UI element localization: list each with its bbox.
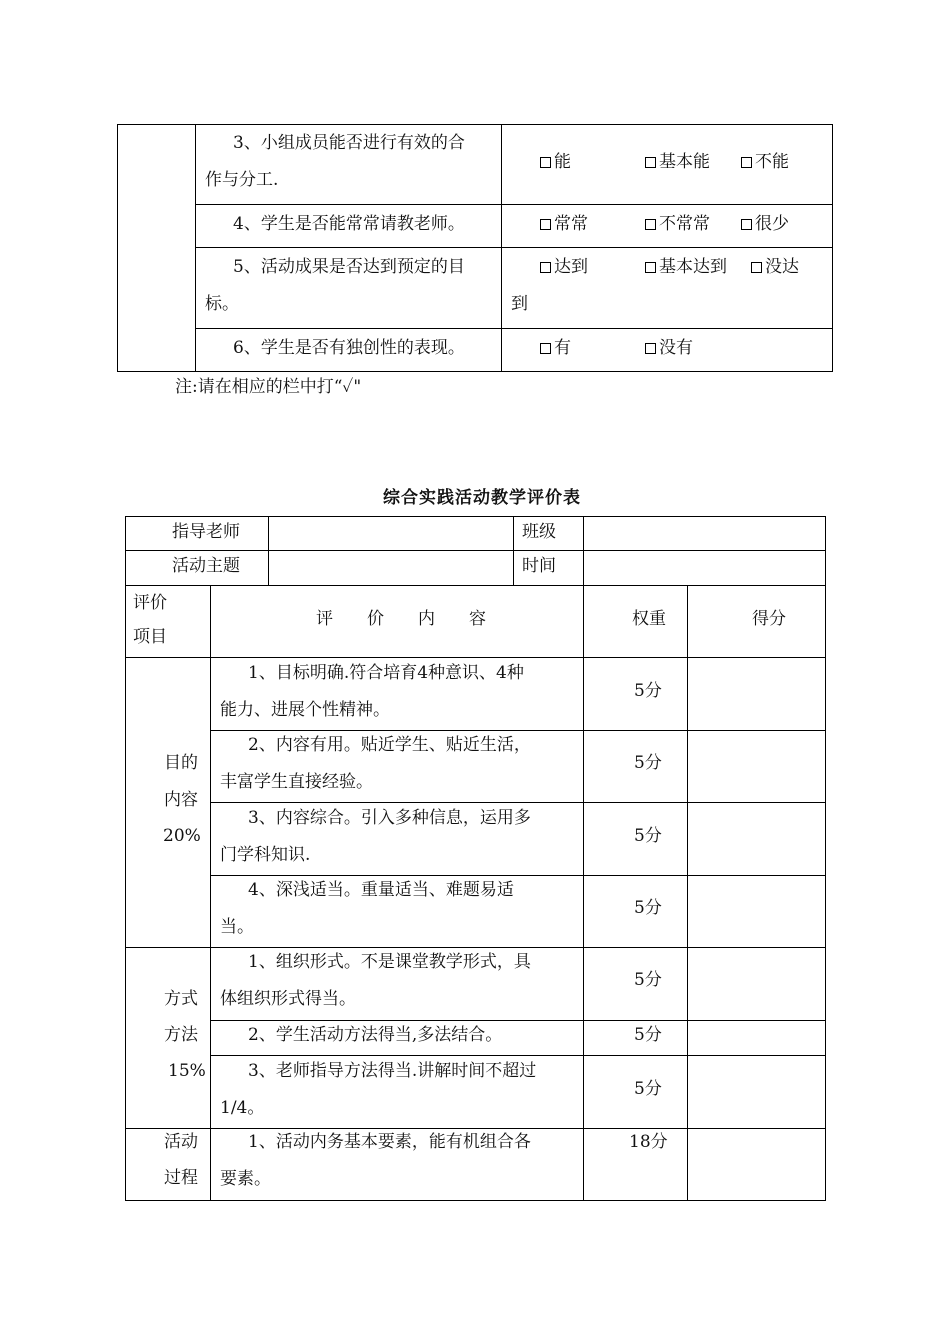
option-wrap-text: 到	[511, 294, 528, 314]
criteria-text: 4、深浅适当。重量适当、难题易适	[248, 880, 514, 900]
time-value-cell[interactable]	[584, 551, 825, 585]
option-checkbox[interactable]: 没有	[645, 330, 693, 367]
criteria-text: 1、活动内务基本要素，能有机组合各	[248, 1132, 531, 1152]
option-checkbox[interactable]: 达到	[540, 249, 588, 286]
checkbox-icon	[645, 343, 656, 354]
class-label: 班级	[522, 522, 556, 542]
group-name: 内容	[164, 790, 198, 810]
criteria-text: 要素。	[220, 1169, 271, 1189]
weight-value: 5分	[634, 826, 662, 846]
teacher-value-cell[interactable]	[269, 517, 513, 550]
criteria-text: 3、内容综合。引入多种信息，运用多	[248, 808, 531, 828]
score-cell[interactable]	[688, 658, 825, 730]
weight-value: 5分	[634, 898, 662, 918]
criteria-text: 1/4。	[220, 1098, 265, 1118]
question-text: 3、小组成员能否进行有效的合	[233, 133, 465, 153]
time-label: 时间	[522, 556, 556, 576]
weight-header: 权重	[632, 609, 666, 629]
score-cell[interactable]	[688, 803, 825, 875]
group-name: 过程	[164, 1168, 198, 1188]
criteria-text: 体组织形式得当。	[220, 989, 356, 1009]
weight-value: 5分	[634, 970, 662, 990]
group-name: 目的	[164, 753, 198, 773]
weight-value: 5分	[634, 753, 662, 773]
teacher-label: 指导老师	[172, 522, 240, 542]
weight-value: 18分	[629, 1132, 668, 1152]
question-text: 4、学生是否能常常请教老师。	[233, 214, 465, 234]
checkbox-icon	[540, 157, 551, 168]
checkbox-icon	[645, 157, 656, 168]
option-checkbox[interactable]: 很少	[741, 206, 789, 243]
checkbox-icon	[540, 343, 551, 354]
option-checkbox[interactable]: 能	[540, 144, 571, 181]
item-label: 评价	[133, 593, 167, 613]
checkbox-icon	[741, 157, 752, 168]
table-note: 注:请在相应的栏中打“✓"	[175, 377, 362, 397]
option-checkbox[interactable]: 不能	[741, 144, 789, 181]
criteria-text: 1、目标明确.符合培育4种意识、4种	[248, 663, 524, 683]
option-checkbox[interactable]: 没达	[751, 249, 799, 286]
option-checkbox[interactable]: 常常	[540, 206, 588, 243]
group-name: 活动	[164, 1132, 198, 1152]
group-weight: 20%	[163, 826, 201, 846]
question-text: 5、活动成果是否达到预定的目	[233, 257, 465, 277]
criteria-text: 丰富学生直接经验。	[220, 772, 373, 792]
score-cell[interactable]	[688, 1021, 825, 1055]
criteria-text: 1、组织形式。不是课堂教学形式，具	[248, 952, 531, 972]
group-name: 方法	[164, 1025, 198, 1045]
topic-value-cell[interactable]	[269, 551, 513, 585]
content-header: 评 价 内 容	[316, 609, 486, 629]
criteria-text: 2、内容有用。贴近学生、贴近生活，	[248, 735, 531, 755]
checkbox-icon	[645, 219, 656, 230]
score-cell[interactable]	[688, 948, 825, 1020]
group-name: 方式	[164, 989, 198, 1009]
weight-value: 5分	[634, 1079, 662, 1099]
score-header: 得分	[752, 609, 786, 629]
checkbox-icon	[540, 219, 551, 230]
score-cell[interactable]	[688, 1056, 825, 1128]
class-value-cell[interactable]	[584, 517, 825, 550]
score-cell[interactable]	[688, 731, 825, 802]
option-checkbox[interactable]: 基本达到	[645, 249, 727, 286]
group-weight: 15%	[168, 1061, 206, 1081]
page-title: 综合实践活动教学评价表	[383, 488, 581, 508]
item-label: 项目	[133, 627, 167, 647]
question-text: 标。	[205, 294, 239, 314]
checkbox-icon	[751, 262, 762, 273]
criteria-text: 能力、进展个性精神。	[220, 700, 390, 720]
weight-value: 5分	[634, 1025, 662, 1045]
checkbox-icon	[645, 262, 656, 273]
score-cell[interactable]	[688, 1129, 825, 1200]
question-text: 作与分工.	[205, 170, 279, 190]
checkbox-icon	[540, 262, 551, 273]
option-checkbox[interactable]: 基本能	[645, 144, 710, 181]
criteria-text: 当。	[220, 917, 254, 937]
weight-value: 5分	[634, 681, 662, 701]
option-checkbox[interactable]: 不常常	[645, 206, 710, 243]
option-checkbox[interactable]: 有	[540, 330, 571, 367]
question-text: 6、学生是否有独创性的表现。	[233, 338, 465, 358]
topic-label: 活动主题	[172, 556, 240, 576]
checkbox-icon	[741, 219, 752, 230]
criteria-text: 2、学生活动方法得当,多法结合。	[248, 1025, 503, 1045]
criteria-text: 门学科知识.	[220, 845, 311, 865]
criteria-text: 3、老师指导方法得当.讲解时间不超过	[248, 1061, 537, 1081]
score-cell[interactable]	[688, 876, 825, 947]
